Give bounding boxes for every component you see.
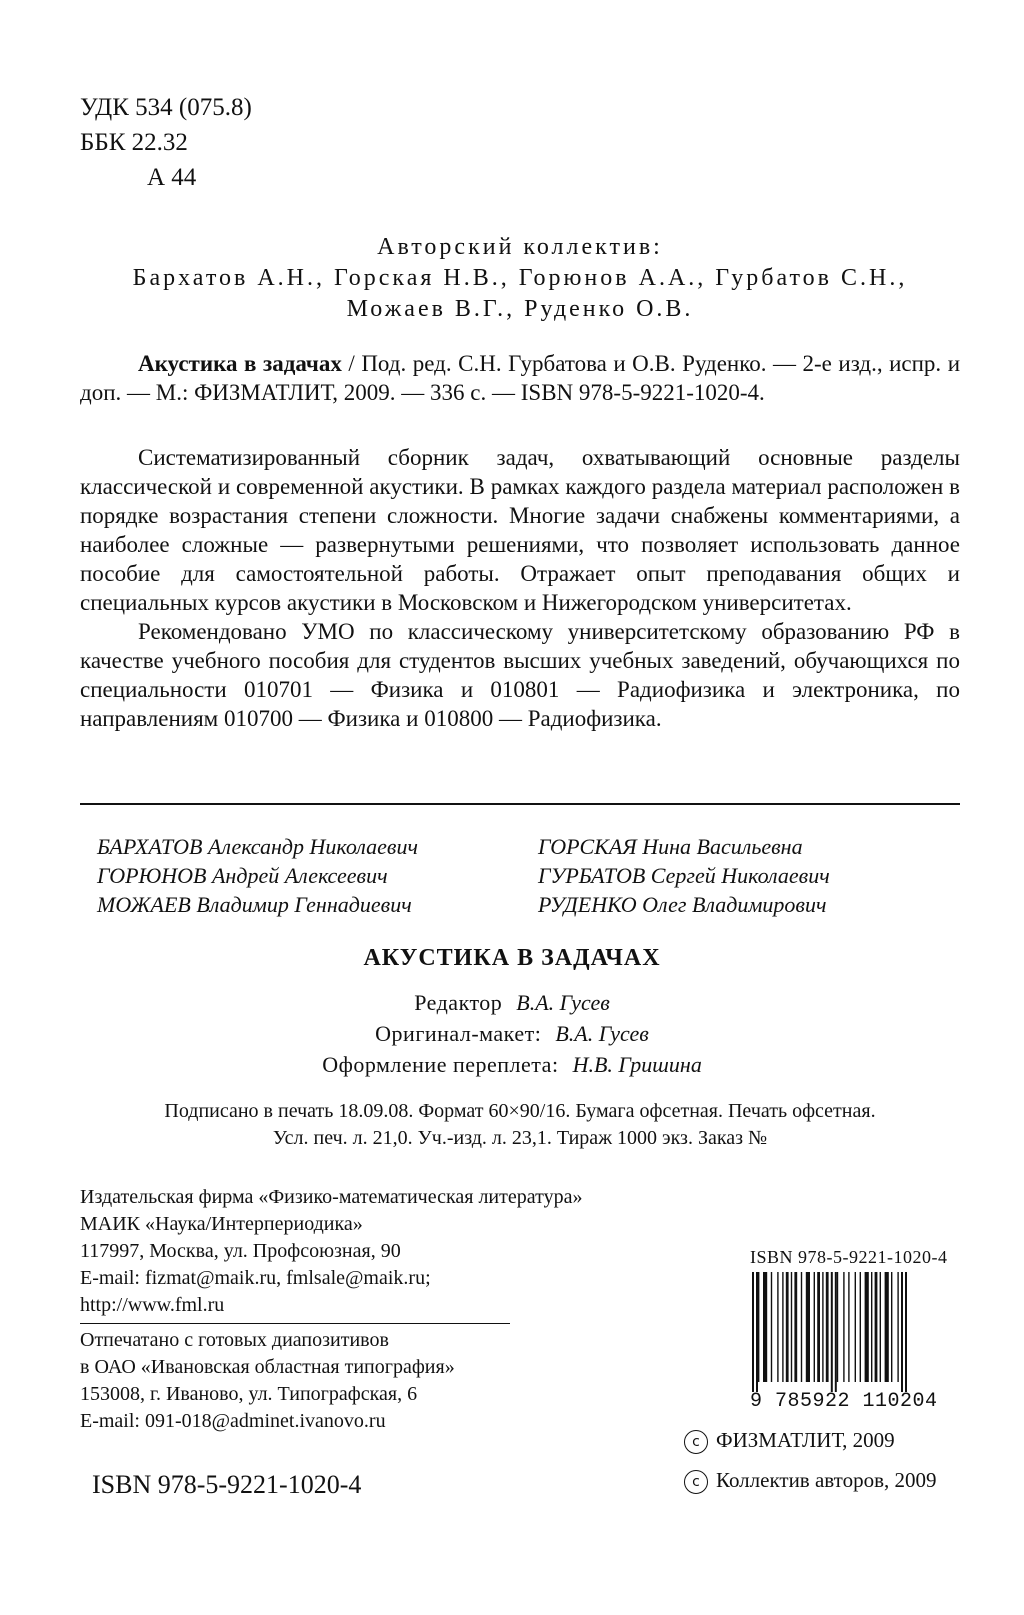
barcode-bar — [905, 1272, 907, 1392]
barcode-bar — [763, 1272, 767, 1382]
print-line-2: Усл. печ. л. 21,0. Уч.-изд. л. 23,1. Тираж 1000 экз. Заказ № — [272, 1127, 768, 1149]
authors-line-1: Бархатов А.Н., Горская Н.В., Горюнов А.А., Гурбатов С.Н., — [132, 265, 908, 291]
classification-block — [80, 90, 252, 195]
barcode-bar — [891, 1272, 892, 1382]
annotation-paragraph-2: Рекомендовано УМО по классическому университетскому образованию РФ в качестве учебного пособия для студентов высших учебных заведений, обучающихся по специальности 010701 — Физика и 010801 — Радиофизика и электроника, по направлениям 010700 — Физика и 010800 — Радиофизика. — [80, 619, 960, 731]
annotation — [80, 443, 960, 733]
credit-name: Н.В. Гришина — [572, 1052, 702, 1077]
authors-collective — [80, 232, 960, 325]
barcode-bar — [848, 1272, 849, 1382]
printer-line: в ОАО «Ивановская областная типография» — [80, 1356, 455, 1378]
printer-info — [80, 1327, 455, 1435]
barcode-bar — [806, 1272, 810, 1382]
author-mark: А 44 — [147, 164, 197, 191]
udk-code: УДК 534 (075.8) — [80, 94, 252, 121]
credit-label: Оформление переплета: — [322, 1052, 559, 1077]
publisher-divider — [80, 1323, 510, 1324]
biblio-details: / Под. ред. С.Н. Гурбатова и О.В. Руденко. — 2-е изд., испр. и доп. — М.: ФИЗМАТЛИТ, 2009. — 336 с. — ISBN 978-5-9221-1020-4. — [80, 351, 961, 405]
barcode-bar — [875, 1272, 878, 1382]
barcode-bar — [756, 1272, 758, 1392]
book-title: АКУСТИКА В ЗАДАЧАХ — [363, 945, 661, 971]
barcode-bar — [865, 1272, 869, 1382]
publisher-line: МАИК «Наука/Интерпериодика» — [80, 1213, 363, 1235]
barcode-bars — [750, 1272, 960, 1392]
barcode-bar — [901, 1272, 903, 1392]
barcode-bar — [752, 1272, 754, 1392]
publisher-line: Издательская фирма «Физико-математическая литература» — [80, 1186, 583, 1208]
barcode-bar — [794, 1272, 797, 1382]
credit-label: Редактор — [414, 990, 503, 1015]
credit-line — [0, 1049, 1024, 1080]
credit-line — [0, 1018, 1024, 1049]
barcode-bar — [835, 1272, 837, 1392]
publisher-line: E-mail: fizmat@maik.ru, fmlsale@maik.ru; — [80, 1267, 431, 1289]
publisher-line: 117997, Москва, ул. Профсоюзная, 90 — [80, 1240, 401, 1262]
author-name: РУДЕНКО Олег Владимирович — [538, 892, 827, 917]
copyright-authors — [684, 1468, 937, 1494]
copyright-publisher-text: ФИЗМАТЛИТ, 2009 — [716, 1428, 895, 1452]
biblio-title: Акустика в задачах — [138, 351, 342, 376]
barcode-bar — [822, 1272, 823, 1382]
barcode-bar — [814, 1272, 815, 1382]
author-name: БАРХАТОВ Александр Николаевич — [97, 834, 418, 859]
barcode-bar — [885, 1272, 889, 1382]
author-name: ГОРЮНОВ Андрей Алексеевич — [97, 863, 388, 888]
credit-name: В.А. Гусев — [555, 1021, 649, 1046]
author-name: ГОРСКАЯ Нина Васильевна — [538, 834, 803, 859]
print-details — [80, 1098, 960, 1152]
printer-line: E-mail: 091-018@adminet.ivanovo.ru — [80, 1410, 386, 1432]
print-line-1: Подписано в печать 18.09.08. Формат 60×90/16. Бумага офсетная. Печать офсетная. — [164, 1100, 876, 1122]
copyright-icon: c — [684, 1470, 708, 1494]
printer-line: Отпечатано с готовых диапозитивов — [80, 1329, 389, 1351]
copyright-publisher — [684, 1428, 895, 1454]
barcode-bar — [801, 1272, 802, 1382]
barcode-bar — [897, 1272, 898, 1382]
barcode-isbn: ISBN 978-5-9221-1020-4 — [750, 1247, 948, 1267]
barcode-bar — [782, 1272, 783, 1382]
isbn: ISBN 978-5-9221-1020-4 — [92, 1470, 362, 1499]
barcode-bar — [777, 1272, 778, 1382]
barcode-bar — [880, 1272, 881, 1382]
author-name: ГУРБАТОВ Сергей Николаевич — [538, 863, 830, 888]
barcode-bar — [855, 1272, 856, 1382]
barcode — [750, 1247, 960, 1413]
section-divider — [80, 803, 960, 805]
barcode-bar — [771, 1272, 772, 1382]
credit-line — [0, 987, 1024, 1018]
copyright-authors-text: Коллектив авторов, 2009 — [716, 1468, 937, 1492]
barcode-digits: 9 785922 110204 — [750, 1390, 938, 1413]
authors-heading: Авторский коллектив: — [377, 234, 663, 260]
annotation-paragraph-1: Систематизированный сборник задач, охватывающий основные разделы классической и современной акустики. В рамках каждого раздела материал расположен в порядке возрастания степени сложности. Многие задачи снабжены комментариями, а наиболее сложные — развернутыми решениями, что позволяет использовать данное пособие для самостоятельной работы. Отражает опыт преподавания общих и специальных курсов акустики в Московском и Нижегородском университетах. — [80, 445, 960, 615]
barcode-bar — [860, 1272, 861, 1382]
barcode-bar — [791, 1272, 792, 1382]
barcode-bar — [826, 1272, 829, 1382]
barcode-bar — [786, 1272, 789, 1382]
copyright-icon: c — [684, 1430, 708, 1454]
credit-name: В.А. Гусев — [516, 990, 610, 1015]
barcode-bar — [843, 1272, 844, 1382]
barcode-bar — [758, 1272, 759, 1382]
barcode-bar — [837, 1272, 838, 1382]
authors-line-2: Можаев В.Г., Руденко О.В. — [346, 296, 694, 322]
bbk-code: ББК 22.32 — [80, 129, 188, 156]
publisher-info — [80, 1184, 582, 1319]
author-name: МОЖАЕВ Владимир Геннадиевич — [97, 892, 412, 917]
barcode-bar — [831, 1272, 833, 1392]
credit-label: Оригинал-макет: — [375, 1021, 542, 1046]
bibliographic-record — [80, 349, 960, 407]
barcode-bar — [817, 1272, 820, 1382]
publisher-line: http://www.fml.ru — [80, 1294, 225, 1316]
printer-line: 153008, г. Иваново, ул. Типографская, 6 — [80, 1383, 418, 1405]
barcode-bar — [871, 1272, 872, 1382]
credits-block — [0, 987, 1024, 1080]
